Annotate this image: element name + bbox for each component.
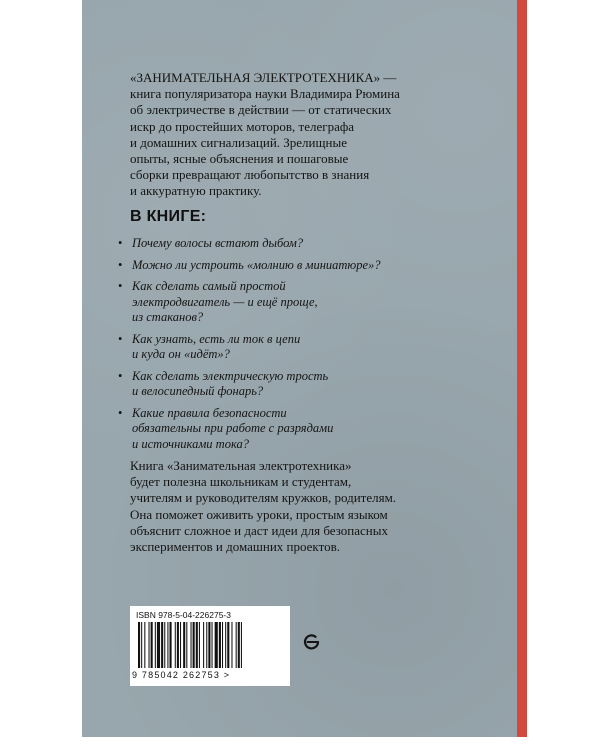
intro-line: сборки превращают любопытство в знания bbox=[130, 167, 370, 183]
list-item: • Как узнать, есть ли ток в цепи и куда он «идёт»? bbox=[118, 332, 458, 363]
closing-line: Она поможет оживить уроки, простым языком bbox=[130, 506, 388, 522]
barcode-bar bbox=[167, 622, 168, 668]
barcode-bar bbox=[191, 622, 192, 668]
barcode-bar bbox=[161, 622, 163, 668]
barcode-bar bbox=[170, 622, 172, 668]
barcode-bar bbox=[157, 622, 160, 668]
intro-line: об электричестве в действии — от статических bbox=[130, 102, 392, 118]
barcode-bar bbox=[193, 622, 195, 668]
intro-line: «ЗАНИМАТЕЛЬНАЯ ЭЛЕКТРОТЕХНИКА» — bbox=[130, 70, 397, 85]
list-item: • Можно ли устроить «молнию в миниатюре»? bbox=[118, 258, 458, 274]
isbn-text: ISBN 978-5-04-226275-3 bbox=[136, 610, 231, 620]
barcode-bar bbox=[199, 622, 200, 668]
barcode-bar bbox=[196, 622, 198, 668]
barcode-bar bbox=[236, 622, 237, 668]
intro-text bbox=[130, 70, 450, 200]
barcode-bar bbox=[231, 622, 232, 668]
barcode-bar bbox=[241, 622, 242, 668]
barcode-bar bbox=[180, 622, 181, 668]
in-book-heading: В КНИГЕ: bbox=[130, 208, 207, 225]
barcode-label bbox=[130, 606, 290, 686]
question-list bbox=[118, 236, 458, 458]
barcode-bar bbox=[227, 622, 229, 668]
barcode-bar bbox=[206, 622, 207, 668]
barcode-bar bbox=[144, 622, 145, 668]
intro-line: и домашних сигнализаций. Зрелищные bbox=[130, 134, 347, 150]
closing-line: объяснит сложное и даст идеи для безопасных bbox=[130, 522, 388, 538]
intro-line: и аккуратную практику. bbox=[130, 183, 262, 199]
barcode-bar bbox=[215, 622, 218, 668]
barcode-bar bbox=[138, 622, 140, 668]
barcode-bar bbox=[212, 622, 213, 668]
barcode-bar bbox=[203, 622, 204, 668]
closing-line: будет полезна школьникам и студентам, bbox=[130, 474, 352, 490]
barcode-bar bbox=[186, 622, 187, 668]
closing-line: учителям и руководителям кружков, родителям. bbox=[130, 490, 397, 506]
barcode-bar bbox=[175, 622, 176, 668]
closing-text bbox=[130, 458, 450, 555]
closing-line: Книга «Занимательная электротехника» bbox=[130, 458, 352, 473]
barcode-bar bbox=[177, 622, 179, 668]
list-item: • Почему волосы встают дыбом? bbox=[118, 236, 458, 252]
barcode-bar bbox=[208, 622, 210, 668]
barcode-bar bbox=[149, 622, 150, 668]
closing-line: экспериментов и домашних проектов. bbox=[130, 539, 340, 555]
barcode-bar bbox=[238, 622, 240, 668]
list-item: • Какие правила безопасности обязательны при работе с разрядами и источниками тока? bbox=[118, 406, 458, 453]
intro-line: искр до простейших моторов, телеграфа bbox=[130, 118, 355, 134]
eksmo-logo-icon bbox=[302, 632, 322, 652]
spine-stripe bbox=[517, 0, 527, 737]
barcode-bar bbox=[219, 622, 221, 668]
barcode-image bbox=[136, 622, 284, 670]
barcode-bar bbox=[183, 622, 185, 668]
intro-line: книга популяризатора науки Владимира Рюмина bbox=[130, 86, 400, 102]
barcode-bar bbox=[222, 622, 223, 668]
barcode-bar bbox=[225, 622, 226, 668]
barcode-bar bbox=[141, 622, 142, 668]
barcode-bar bbox=[151, 622, 153, 668]
barcode-bar bbox=[164, 622, 165, 668]
list-item: • Как сделать электрическую трость и велосипедный фонарь? bbox=[118, 369, 458, 400]
intro-line: опыты, ясные объяснения и пошаговые bbox=[130, 151, 349, 167]
barcode-number: 9 785042 262753 > bbox=[132, 670, 231, 680]
list-item: • Как сделать самый простой электродвигатель — и ещё проще, из стаканов? bbox=[118, 279, 458, 326]
barcode-bar bbox=[155, 622, 156, 668]
